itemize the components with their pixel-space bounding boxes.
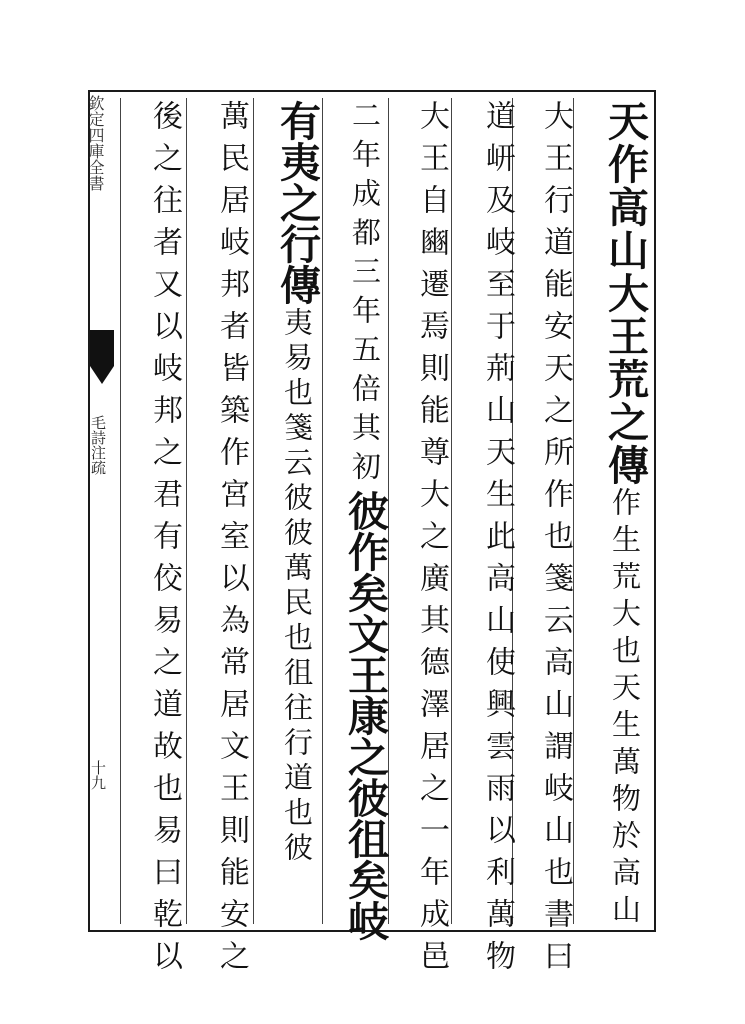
fishtail-triangle	[90, 366, 114, 384]
commentary-text: 夷易也箋云彼彼萬民也徂往行道也彼	[280, 307, 314, 867]
column-divider	[253, 98, 254, 924]
commentary-text: 作生荒大也天生萬物於高山	[608, 487, 642, 931]
main-text: 有夷之行	[273, 100, 321, 264]
commentary-text: 大王自豳遷焉則能尊大之廣其德澤居之一年成邑	[414, 100, 449, 982]
text-column-7	[192, 100, 249, 982]
text-column-6	[258, 100, 320, 920]
text-column-2	[516, 100, 573, 982]
text-column-3	[458, 100, 515, 982]
book-name: 毛詩注疏	[89, 415, 107, 475]
column-divider	[573, 98, 574, 924]
column-divider	[322, 98, 323, 924]
commentary-text: 二年成都三年五倍其初	[348, 100, 382, 490]
main-text: 傳	[601, 444, 649, 487]
page-margin-column	[86, 92, 112, 928]
commentary-text: 大王行道能安天之所作也箋云高山謂岐山也書曰	[538, 100, 573, 982]
margin-title: 欽定四庫全書	[86, 95, 105, 191]
text-column-4	[392, 100, 449, 982]
column-divider	[451, 98, 452, 924]
main-text: 彼作矣文王康之彼徂矣岐	[341, 490, 389, 941]
commentary-text: 道岍及岐至于荊山天生此高山使興雲雨以利萬物	[480, 100, 515, 982]
commentary-text: 後之往者又以岐邦之君有佼易之道故也易曰乾以	[147, 100, 182, 982]
text-column-1	[578, 100, 649, 931]
fishtail-block	[90, 330, 114, 366]
main-text: 傳	[273, 264, 321, 307]
fishtail-mark	[90, 330, 114, 400]
text-column-8	[125, 100, 182, 982]
folio-number: 十九	[89, 760, 107, 790]
commentary-text: 萬民居岐邦者皆築作宮室以為常居文王則能安之	[214, 100, 249, 982]
text-column-5	[326, 100, 389, 941]
main-text: 天作高山大王荒之	[601, 100, 649, 444]
column-divider	[120, 98, 121, 924]
column-divider	[186, 98, 187, 924]
